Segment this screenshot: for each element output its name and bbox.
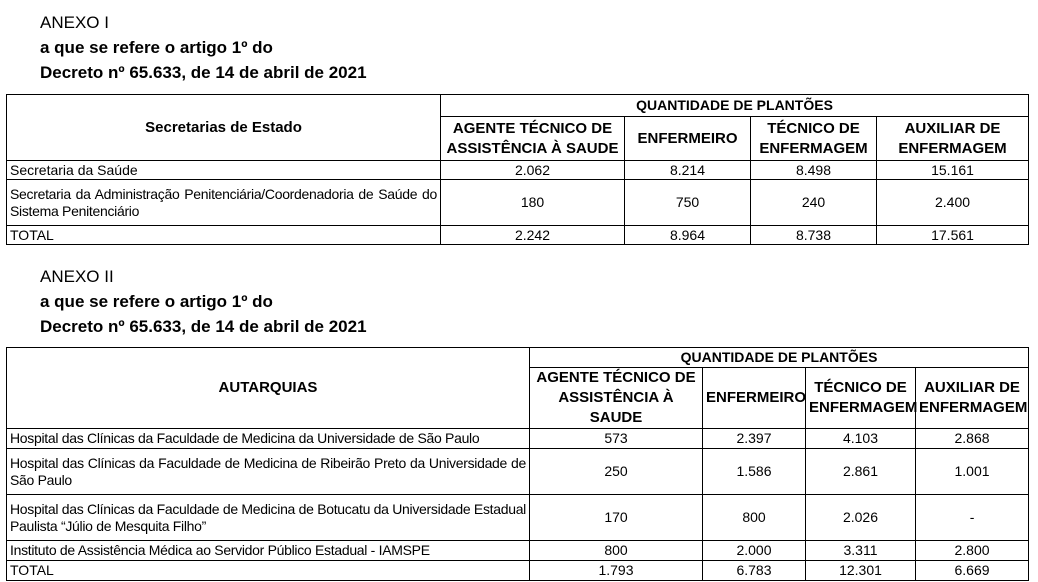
row-label: Secretaria da Administração Penitenciária/Coordenadoria de Saúde do Sistema Penitenciário <box>7 180 441 226</box>
annex-2-title: ANEXO II <box>40 267 114 286</box>
cell-value: 2.000 <box>703 541 806 561</box>
cell-value: 2.861 <box>806 449 916 495</box>
table-row <box>7 161 1029 180</box>
cell-value: 8.738 <box>751 226 877 245</box>
row-label: Instituto de Assistência Médica ao Servidor Público Estadual - IAMSPE <box>7 541 530 561</box>
cell-value: 2.868 <box>916 429 1029 449</box>
table-header-autarquias: AUTARQUIAS <box>7 348 530 429</box>
cell-value: 8.498 <box>751 161 877 180</box>
table-row <box>7 541 1029 561</box>
row-label: TOTAL <box>7 561 530 581</box>
cell-value: 2.397 <box>703 429 806 449</box>
annex-2-table <box>6 347 1029 581</box>
table-header-secretarias: Secretarias de Estado <box>7 95 441 161</box>
annex-1-title: ANEXO I <box>40 13 109 32</box>
cell-value: 1.793 <box>530 561 703 581</box>
table-row <box>7 180 1029 226</box>
row-label: TOTAL <box>7 226 441 245</box>
row-label: Hospital das Clínicas da Faculdade de Medicina de Botucatu da Universidade Estadual Paulista “Júlio de Mesquita Filho” <box>7 495 530 541</box>
annex-2-reference: a que se refere o artigo 1º do <box>40 292 273 311</box>
cell-value: - <box>916 495 1029 541</box>
col-header-agente: AGENTE TÉCNICO DE ASSISTÊNCIA À SAUDE <box>441 117 625 161</box>
cell-value: 2.242 <box>441 226 625 245</box>
cell-value: 573 <box>530 429 703 449</box>
cell-value: 800 <box>530 541 703 561</box>
cell-value: 2.026 <box>806 495 916 541</box>
cell-value: 170 <box>530 495 703 541</box>
cell-value: 4.103 <box>806 429 916 449</box>
annex-1-reference: a que se refere o artigo 1º do <box>40 38 273 57</box>
row-label: Hospital das Clínicas da Faculdade de Medicina de Ribeirão Preto da Universidade de São Paulo <box>7 449 530 495</box>
cell-value: 180 <box>441 180 625 226</box>
cell-value: 2.400 <box>877 180 1029 226</box>
col-header-auxiliar: AUXILIAR DE ENFERMAGEM <box>877 117 1029 161</box>
cell-value: 17.561 <box>877 226 1029 245</box>
cell-value: 1.001 <box>916 449 1029 495</box>
cell-value: 2.062 <box>441 161 625 180</box>
cell-value: 3.311 <box>806 541 916 561</box>
cell-value: 15.161 <box>877 161 1029 180</box>
annex-1-table <box>6 94 1029 245</box>
row-label: Secretaria da Saúde <box>7 161 441 180</box>
table-header-quantidade: QUANTIDADE DE PLANTÕES <box>530 348 1029 368</box>
col-header-agente: AGENTE TÉCNICO DE ASSISTÊNCIA À SAUDE <box>530 368 703 429</box>
annex-2-decree: Decreto nº 65.633, de 14 de abril de 2021 <box>40 317 367 336</box>
annex-1-heading <box>40 10 367 85</box>
table-header-quantidade: QUANTIDADE DE PLANTÕES <box>441 95 1029 117</box>
col-header-tecnico: TÉCNICO DE ENFERMAGEM <box>806 368 916 429</box>
annex-2-heading <box>40 264 367 339</box>
table-row <box>7 449 1029 495</box>
cell-value: 8.964 <box>625 226 751 245</box>
annex-1-decree: Decreto nº 65.633, de 14 de abril de 2021 <box>40 63 367 82</box>
cell-value: 8.214 <box>625 161 751 180</box>
table-row <box>7 495 1029 541</box>
table-row-total <box>7 226 1029 245</box>
cell-value: 2.800 <box>916 541 1029 561</box>
col-header-enfermeiro: ENFERMEIRO <box>703 368 806 429</box>
col-header-tecnico: TÉCNICO DE ENFERMAGEM <box>751 117 877 161</box>
cell-value: 240 <box>751 180 877 226</box>
col-header-auxiliar: AUXILIAR DE ENFERMAGEM <box>916 368 1029 429</box>
table-row-total <box>7 561 1029 581</box>
cell-value: 750 <box>625 180 751 226</box>
cell-value: 800 <box>703 495 806 541</box>
table-row <box>7 429 1029 449</box>
row-label: Hospital das Clínicas da Faculdade de Medicina da Universidade de São Paulo <box>7 429 530 449</box>
cell-value: 250 <box>530 449 703 495</box>
cell-value: 1.586 <box>703 449 806 495</box>
cell-value: 12.301 <box>806 561 916 581</box>
cell-value: 6.669 <box>916 561 1029 581</box>
cell-value: 6.783 <box>703 561 806 581</box>
col-header-enfermeiro: ENFERMEIRO <box>625 117 751 161</box>
